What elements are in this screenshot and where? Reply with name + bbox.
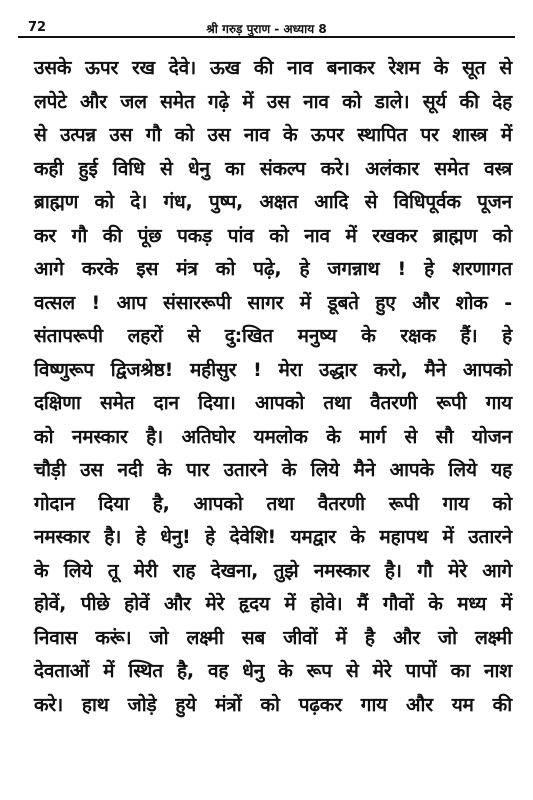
text-line: गोदान दिया है, आपको तथा वैतरणी रूपी गाय को [34,492,512,515]
text-line: नमस्कार है। हे धेनु! हे देवेशि! यमद्वार के महापथ में उतारने [34,526,512,548]
text-line: करे। हाथ जोड़े हुये मंत्रों को पढ़कर गाय और यम की [34,693,512,716]
text-line: लपेटे और जल समेत गढ़े में उस नाव को डाले। सूर्य की देह [34,90,512,113]
text-line: ब्राह्मण को दे। गंध, पुष्प, अक्षत आदि से विधिपूर्वक पूजन [34,191,512,213]
text-line: विष्णुरूप द्विजश्रेष्ठ! महीसुर ! मेरा उद्धार करो, मैने आपको [34,358,512,381]
text-line: कही हुई विधि से धेनु का संकल्प करे। अलंकार समेत वस्त्र [34,157,512,180]
text-line: उसके ऊपर रख देवे। ऊख की नाव बनाकर रेशम के सूत से [34,57,512,79]
page-header [18,6,515,38]
page-number: 72 [28,20,47,35]
text-line: संतापरूपी लहरों से दु:खित मनुष्य के रक्षक हैं। हे [34,325,512,347]
text-line: दक्षिणा समेत दान दिया। आपको तथा वैतरणी रूपी गाय [34,392,512,414]
text-line: को नमस्कार है। अतिघोर यमलोक के मार्ग से सौ योजन [34,425,512,448]
text-line: होवें, पीछे होवें और मेरे हृदय में होवे। मैं गौवों के मध्य में [34,593,512,615]
text-line: आगे करके इस मंत्र को पढ़े, हे जगन्नाथ ! हे शरणागत [34,258,512,280]
body-text [34,52,512,722]
text-line: के लिये तू मेरी राह देखना, तुझे नमस्कार है। गौ मेरे आगे [34,559,512,582]
text-line: कर गौ की पूंछ पकड़ पांव को नाव में रखकर ब्राह्मण को [34,224,512,247]
text-line: से उत्पन्न उस गौ को उस नाव के ऊपर स्थापित पर शास्त्र में [34,124,512,146]
text-line: चौड़ी उस नदी के पार उतारने के लिये मैने आपके लिये यह [34,459,512,481]
text-line: वत्सल ! आप संसाररूपी सागर में डूबते हुए और शोक - [34,291,512,314]
text-line: निवास करूं। जो लक्ष्मी सब जीवों में है और जो लक्ष्मी [34,626,512,649]
running-head: श्री गरुड़ पुराण - अध्याय 8 [206,22,327,36]
text-line: देवताओं में स्थित है, वह धेनु के रूप से मेरे पापों का नाश [34,660,512,682]
